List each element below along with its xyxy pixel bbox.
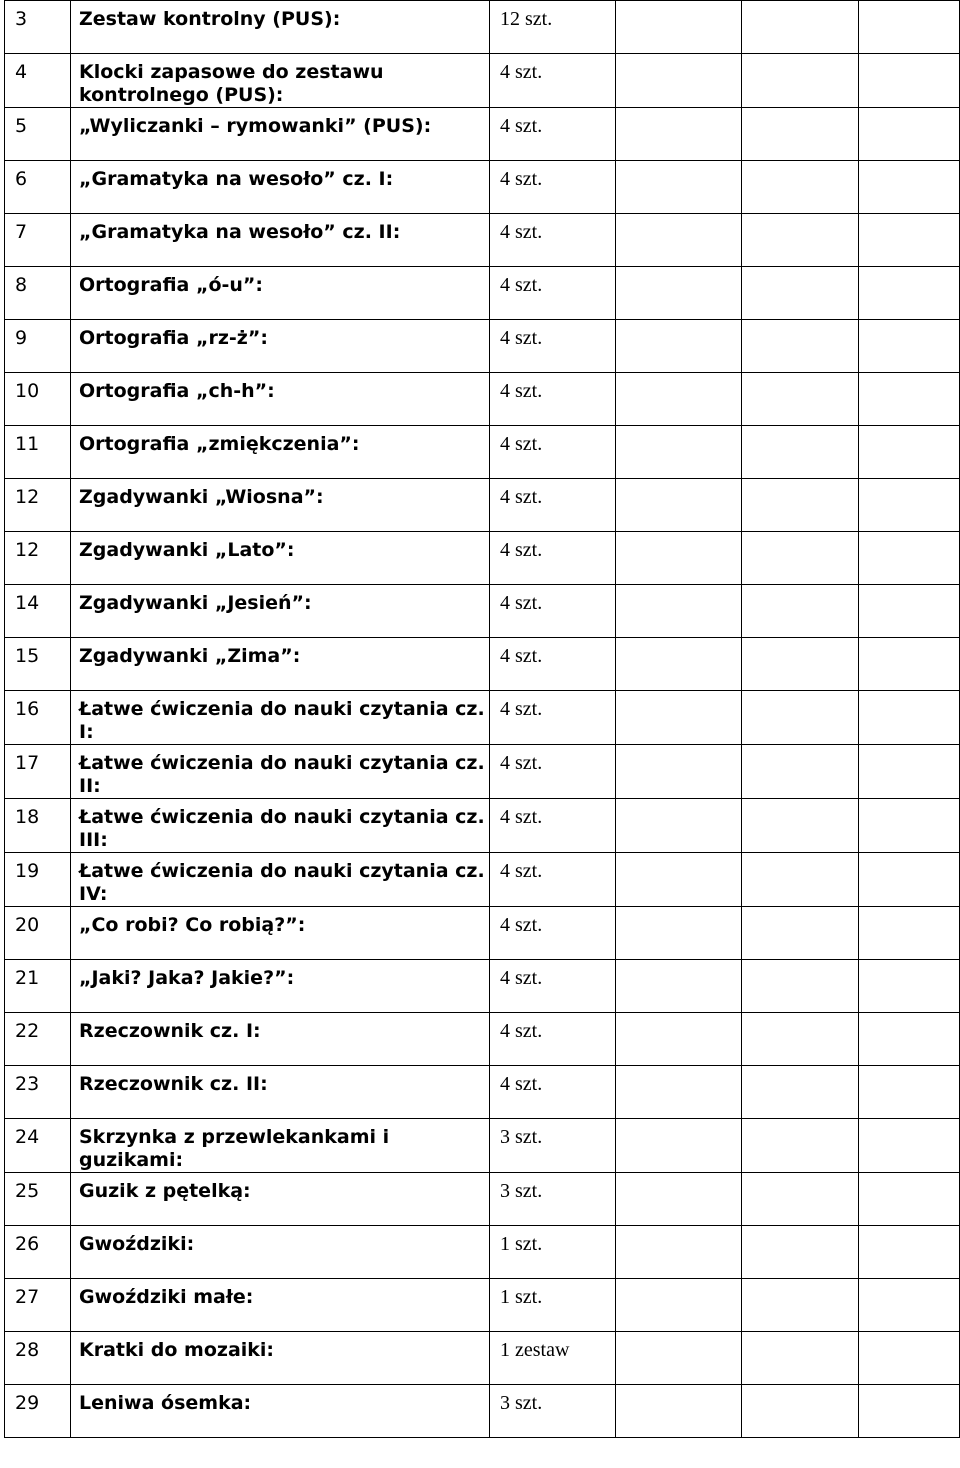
item-quantity: 4 szt. bbox=[490, 799, 616, 853]
empty-cell bbox=[742, 1119, 859, 1173]
empty-cell bbox=[742, 161, 859, 214]
empty-cell bbox=[616, 585, 742, 638]
empty-cell bbox=[616, 1, 742, 54]
inventory-table bbox=[4, 0, 960, 1438]
row-number: 5 bbox=[5, 108, 71, 161]
empty-cell bbox=[616, 745, 742, 799]
empty-cell bbox=[742, 267, 859, 320]
empty-cell bbox=[859, 214, 960, 267]
empty-cell bbox=[742, 1013, 859, 1066]
item-quantity: 1 szt. bbox=[490, 1226, 616, 1279]
empty-cell bbox=[859, 1385, 960, 1438]
empty-cell bbox=[616, 108, 742, 161]
row-number: 23 bbox=[5, 1066, 71, 1119]
empty-cell bbox=[859, 1173, 960, 1226]
empty-cell bbox=[859, 108, 960, 161]
empty-cell bbox=[742, 479, 859, 532]
empty-cell bbox=[859, 585, 960, 638]
table-row bbox=[5, 1226, 960, 1279]
table-row bbox=[5, 479, 960, 532]
empty-cell bbox=[859, 960, 960, 1013]
empty-cell bbox=[616, 907, 742, 960]
table-row bbox=[5, 907, 960, 960]
item-name: Guzik z pętelką: bbox=[71, 1173, 490, 1226]
row-number: 14 bbox=[5, 585, 71, 638]
row-number: 4 bbox=[5, 54, 71, 108]
item-quantity: 4 szt. bbox=[490, 907, 616, 960]
empty-cell bbox=[742, 532, 859, 585]
row-number: 26 bbox=[5, 1226, 71, 1279]
item-name: „Jaki? Jaka? Jakie?”: bbox=[71, 960, 490, 1013]
item-name: Ortografia „ch-h”: bbox=[71, 373, 490, 426]
item-quantity: 4 szt. bbox=[490, 320, 616, 373]
empty-cell bbox=[742, 426, 859, 479]
item-name: Zgadywanki „Lato”: bbox=[71, 532, 490, 585]
item-name: Kratki do mozaiki: bbox=[71, 1332, 490, 1385]
table-row bbox=[5, 426, 960, 479]
row-number: 22 bbox=[5, 1013, 71, 1066]
table-row bbox=[5, 54, 960, 108]
item-quantity: 1 zestaw bbox=[490, 1332, 616, 1385]
empty-cell bbox=[616, 638, 742, 691]
item-quantity: 4 szt. bbox=[490, 54, 616, 108]
empty-cell bbox=[616, 54, 742, 108]
row-number: 28 bbox=[5, 1332, 71, 1385]
empty-cell bbox=[616, 799, 742, 853]
empty-cell bbox=[616, 1173, 742, 1226]
item-name: Leniwa ósemka: bbox=[71, 1385, 490, 1438]
item-name: Łatwe ćwiczenia do nauki czytania cz. I: bbox=[71, 691, 490, 745]
item-quantity: 4 szt. bbox=[490, 373, 616, 426]
row-number: 29 bbox=[5, 1385, 71, 1438]
empty-cell bbox=[859, 1332, 960, 1385]
item-name: „Co robi? Co robią?”: bbox=[71, 907, 490, 960]
item-name: Łatwe ćwiczenia do nauki czytania cz. III: bbox=[71, 799, 490, 853]
table-row bbox=[5, 1279, 960, 1332]
empty-cell bbox=[616, 426, 742, 479]
empty-cell bbox=[859, 638, 960, 691]
row-number: 16 bbox=[5, 691, 71, 745]
item-name: Gwoździki: bbox=[71, 1226, 490, 1279]
empty-cell bbox=[616, 373, 742, 426]
item-name: Ortografia „ó-u”: bbox=[71, 267, 490, 320]
empty-cell bbox=[859, 1, 960, 54]
table-row bbox=[5, 1385, 960, 1438]
item-quantity: 4 szt. bbox=[490, 853, 616, 907]
empty-cell bbox=[742, 745, 859, 799]
row-number: 24 bbox=[5, 1119, 71, 1173]
empty-cell bbox=[742, 320, 859, 373]
item-quantity: 4 szt. bbox=[490, 745, 616, 799]
empty-cell bbox=[616, 267, 742, 320]
item-quantity: 4 szt. bbox=[490, 1013, 616, 1066]
item-quantity: 4 szt. bbox=[490, 638, 616, 691]
item-name: Zgadywanki „Jesień”: bbox=[71, 585, 490, 638]
item-quantity: 4 szt. bbox=[490, 691, 616, 745]
empty-cell bbox=[859, 1066, 960, 1119]
table-row bbox=[5, 1066, 960, 1119]
empty-cell bbox=[859, 532, 960, 585]
table-row bbox=[5, 1013, 960, 1066]
item-name: Zgadywanki „Zima”: bbox=[71, 638, 490, 691]
empty-cell bbox=[859, 1279, 960, 1332]
empty-cell bbox=[616, 1226, 742, 1279]
row-number: 27 bbox=[5, 1279, 71, 1332]
table-row bbox=[5, 638, 960, 691]
empty-cell bbox=[742, 585, 859, 638]
empty-cell bbox=[742, 1385, 859, 1438]
empty-cell bbox=[859, 745, 960, 799]
row-number: 15 bbox=[5, 638, 71, 691]
empty-cell bbox=[616, 1066, 742, 1119]
empty-cell bbox=[742, 214, 859, 267]
empty-cell bbox=[742, 1173, 859, 1226]
item-quantity: 4 szt. bbox=[490, 108, 616, 161]
item-quantity: 3 szt. bbox=[490, 1173, 616, 1226]
table-row bbox=[5, 267, 960, 320]
item-name: „Wyliczanki – rymowanki” (PUS): bbox=[71, 108, 490, 161]
row-number: 8 bbox=[5, 267, 71, 320]
empty-cell bbox=[859, 54, 960, 108]
row-number: 12 bbox=[5, 479, 71, 532]
item-quantity: 4 szt. bbox=[490, 267, 616, 320]
empty-cell bbox=[742, 960, 859, 1013]
item-name: Ortografia „rz-ż”: bbox=[71, 320, 490, 373]
empty-cell bbox=[859, 426, 960, 479]
item-quantity: 4 szt. bbox=[490, 532, 616, 585]
empty-cell bbox=[616, 1332, 742, 1385]
table-row bbox=[5, 532, 960, 585]
table-row bbox=[5, 108, 960, 161]
item-quantity: 3 szt. bbox=[490, 1119, 616, 1173]
row-number: 7 bbox=[5, 214, 71, 267]
empty-cell bbox=[616, 1385, 742, 1438]
empty-cell bbox=[616, 853, 742, 907]
empty-cell bbox=[742, 907, 859, 960]
empty-cell bbox=[859, 907, 960, 960]
empty-cell bbox=[859, 373, 960, 426]
row-number: 11 bbox=[5, 426, 71, 479]
table-row bbox=[5, 745, 960, 799]
empty-cell bbox=[742, 1066, 859, 1119]
empty-cell bbox=[859, 320, 960, 373]
table-row bbox=[5, 585, 960, 638]
empty-cell bbox=[859, 1226, 960, 1279]
table-row bbox=[5, 853, 960, 907]
row-number: 20 bbox=[5, 907, 71, 960]
item-name: Skrzynka z przewlekankami i guzikami: bbox=[71, 1119, 490, 1173]
item-quantity: 4 szt. bbox=[490, 960, 616, 1013]
row-number: 25 bbox=[5, 1173, 71, 1226]
item-name: „Gramatyka na wesoło” cz. II: bbox=[71, 214, 490, 267]
item-name: Klocki zapasowe do zestawu kontrolnego (PUS): bbox=[71, 54, 490, 108]
table-row bbox=[5, 691, 960, 745]
item-quantity: 4 szt. bbox=[490, 479, 616, 532]
row-number: 10 bbox=[5, 373, 71, 426]
table-row bbox=[5, 1, 960, 54]
empty-cell bbox=[742, 54, 859, 108]
empty-cell bbox=[616, 691, 742, 745]
item-name: Łatwe ćwiczenia do nauki czytania cz. II: bbox=[71, 745, 490, 799]
item-quantity: 4 szt. bbox=[490, 426, 616, 479]
item-quantity: 12 szt. bbox=[490, 1, 616, 54]
empty-cell bbox=[859, 853, 960, 907]
empty-cell bbox=[616, 532, 742, 585]
table-row bbox=[5, 799, 960, 853]
item-quantity: 4 szt. bbox=[490, 585, 616, 638]
empty-cell bbox=[742, 373, 859, 426]
table-row bbox=[5, 320, 960, 373]
table-row bbox=[5, 161, 960, 214]
empty-cell bbox=[616, 1279, 742, 1332]
item-quantity: 4 szt. bbox=[490, 1066, 616, 1119]
empty-cell bbox=[616, 960, 742, 1013]
empty-cell bbox=[859, 267, 960, 320]
empty-cell bbox=[742, 1279, 859, 1332]
table-row bbox=[5, 1119, 960, 1173]
empty-cell bbox=[616, 1119, 742, 1173]
row-number: 9 bbox=[5, 320, 71, 373]
table-row bbox=[5, 373, 960, 426]
item-name: Zestaw kontrolny (PUS): bbox=[71, 1, 490, 54]
empty-cell bbox=[859, 1013, 960, 1066]
item-quantity: 4 szt. bbox=[490, 214, 616, 267]
table-row bbox=[5, 214, 960, 267]
item-quantity: 1 szt. bbox=[490, 1279, 616, 1332]
item-name: Łatwe ćwiczenia do nauki czytania cz. IV: bbox=[71, 853, 490, 907]
row-number: 6 bbox=[5, 161, 71, 214]
row-number: 12 bbox=[5, 532, 71, 585]
empty-cell bbox=[742, 1332, 859, 1385]
empty-cell bbox=[742, 799, 859, 853]
item-name: „Gramatyka na wesoło” cz. I: bbox=[71, 161, 490, 214]
empty-cell bbox=[859, 161, 960, 214]
table-row bbox=[5, 1332, 960, 1385]
empty-cell bbox=[742, 1226, 859, 1279]
empty-cell bbox=[742, 108, 859, 161]
empty-cell bbox=[616, 214, 742, 267]
item-quantity: 3 szt. bbox=[490, 1385, 616, 1438]
empty-cell bbox=[742, 691, 859, 745]
inventory-table-body bbox=[5, 1, 960, 1438]
item-name: Gwoździki małe: bbox=[71, 1279, 490, 1332]
item-name: Rzeczownik cz. II: bbox=[71, 1066, 490, 1119]
empty-cell bbox=[616, 1013, 742, 1066]
empty-cell bbox=[616, 320, 742, 373]
item-name: Zgadywanki „Wiosna”: bbox=[71, 479, 490, 532]
empty-cell bbox=[742, 638, 859, 691]
empty-cell bbox=[742, 853, 859, 907]
empty-cell bbox=[616, 479, 742, 532]
row-number: 3 bbox=[5, 1, 71, 54]
item-name: Ortografia „zmiękczenia”: bbox=[71, 426, 490, 479]
empty-cell bbox=[859, 479, 960, 532]
empty-cell bbox=[742, 1, 859, 54]
item-quantity: 4 szt. bbox=[490, 161, 616, 214]
row-number: 17 bbox=[5, 745, 71, 799]
empty-cell bbox=[859, 799, 960, 853]
item-name: Rzeczownik cz. I: bbox=[71, 1013, 490, 1066]
row-number: 18 bbox=[5, 799, 71, 853]
table-row bbox=[5, 960, 960, 1013]
empty-cell bbox=[616, 161, 742, 214]
empty-cell bbox=[859, 1119, 960, 1173]
empty-cell bbox=[859, 691, 960, 745]
row-number: 19 bbox=[5, 853, 71, 907]
table-row bbox=[5, 1173, 960, 1226]
row-number: 21 bbox=[5, 960, 71, 1013]
